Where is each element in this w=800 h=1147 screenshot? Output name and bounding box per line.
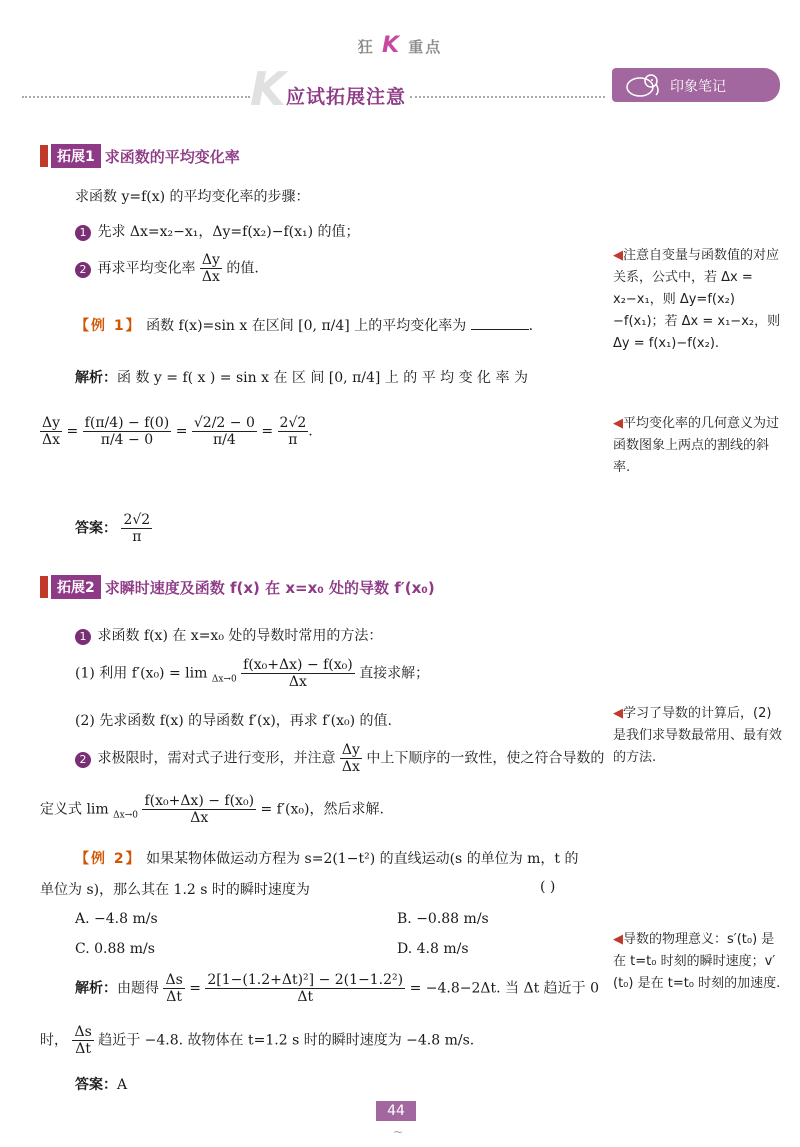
analysis2-text-c: 时， xyxy=(40,1032,68,1049)
fraction xyxy=(200,252,222,285)
frac-num: Δs xyxy=(74,1024,92,1040)
ext1-example xyxy=(75,315,533,335)
frac-den: Δt xyxy=(297,989,314,1005)
ext2-answer xyxy=(75,1074,127,1094)
side-note-1 xyxy=(613,245,783,355)
fraction xyxy=(278,415,309,448)
analysis2-text-b: = −4.8−2Δt. 当 Δt 趋近于 0 xyxy=(409,980,600,997)
frac-den: π/4 xyxy=(212,432,236,448)
page-number: 44 xyxy=(376,1101,416,1121)
ext1-step2-text-b: 的值. xyxy=(226,260,259,277)
brand-text-b: 重点 xyxy=(408,38,443,56)
side-note-3-text: 学习了导数的计算后，(2) 是我们求导数最常用、最有效的方法. xyxy=(613,706,783,765)
ext2-item2 xyxy=(75,742,604,775)
ext2-title: 求瞬时速度及函数 f(x) 在 x=x₀ 处的导数 f′(x₀) xyxy=(104,578,435,597)
divider-left xyxy=(22,96,250,98)
frac-den: Δx xyxy=(201,269,220,285)
frac-den: Δt xyxy=(75,1041,91,1057)
example2-text-a: 如果某物体做运动方程为 s=2(1−t²) 的直线运动(s 的单位为 m，t 的 xyxy=(146,851,579,867)
triangle-marker-icon: ◀ xyxy=(613,932,623,947)
side-note-2 xyxy=(613,413,783,479)
option-c: C. 0.88 m/s xyxy=(75,941,155,957)
frac-num: Δs xyxy=(165,972,183,988)
ext2-tag: 拓展2 xyxy=(51,575,101,599)
ext2-example xyxy=(75,848,579,868)
ext2-header xyxy=(40,574,435,600)
swirl-ornament-icon: ~ xyxy=(393,1125,404,1139)
ext1-step2-text-a: 再求平均变化率 xyxy=(97,260,196,277)
frac-den: Δx xyxy=(42,432,61,448)
analysis-text: 函 数 y = f( x ) = sin x 在 区 间 [0, π/4] 上 的 平 均 变 化 率 为 xyxy=(117,370,528,386)
frac-den: Δx xyxy=(190,810,209,826)
note-header xyxy=(612,68,780,102)
frac-num: Δy xyxy=(341,742,360,758)
frac-den: π xyxy=(132,529,142,545)
fraction xyxy=(121,512,152,545)
frac-num: Δy xyxy=(42,415,61,431)
frac-num: Δy xyxy=(201,252,220,268)
answer-value: A xyxy=(117,1077,128,1093)
step-number-icon: 2 xyxy=(75,262,91,278)
example-text: 函数 f(x)=sin x 在区间 [0, π/4] 上的平均变化率为 xyxy=(146,318,467,334)
example-end: . xyxy=(528,318,534,334)
section-title: 应试拓展注意 xyxy=(286,86,407,108)
step-number-icon: 1 xyxy=(75,225,91,241)
limit-subscript: Δx→0 xyxy=(211,674,237,685)
ext1-analysis xyxy=(75,367,528,387)
ext2-item1-text: 求函数 f(x) 在 x=x₀ 处的导数时常用的方法： xyxy=(97,628,383,644)
option-b: B. −0.88 m/s xyxy=(397,911,489,927)
side-note-3 xyxy=(613,703,783,769)
ext1-step1-text: 先求 Δx=x₂−x₁，Δy=f(x₂)−f(x₁) 的值； xyxy=(97,224,360,240)
book-icon xyxy=(40,576,48,598)
ext2-analysis-cont xyxy=(40,1024,474,1057)
book-icon xyxy=(40,145,48,167)
analysis-label: 解析： xyxy=(75,980,117,997)
brand-k: K xyxy=(381,33,402,58)
frac-den: π xyxy=(288,432,298,448)
fraction xyxy=(192,415,257,448)
fraction xyxy=(142,793,256,826)
ext1-header xyxy=(40,143,240,169)
triangle-marker-icon: ◀ xyxy=(613,416,623,431)
side-note-2-text: 平均变化率的几何意义为过函数图象上两点的割线的斜率. xyxy=(613,416,780,475)
ext1-formula: $\frac{\Delta y}{\Delta x}$ = $\frac{f(\pi/4) - f(0)}{\pi/4 - 0}$ = $\frac{√2/2 - 0}{\pi/4}$ = $\frac{2√2}{\pi}$ . xyxy=(42,415,313,448)
ext2-method1 xyxy=(75,657,429,690)
frac-num: f(x₀+Δx) − f(x₀) xyxy=(144,793,255,809)
definition-text-a: 定义式 lim xyxy=(40,801,109,818)
side-note-4-text: 导数的物理意义：s′(t₀) 是在 t=t₀ 时刻的瞬时速度；v′(t₀) 是在 t=t₀ 时刻的加速度. xyxy=(613,932,781,991)
frac-den: Δt xyxy=(166,989,182,1005)
fraction xyxy=(72,1024,93,1057)
definition-text-b: = f′(x₀)，然后求解. xyxy=(260,801,384,818)
frac-den: Δx xyxy=(341,759,360,775)
ext1-title: 求函数的平均变化率 xyxy=(104,147,240,166)
step-number-icon: 2 xyxy=(75,752,91,768)
option-a: A. −4.8 m/s xyxy=(75,911,158,927)
fraction xyxy=(163,972,184,1005)
ext2-definition xyxy=(40,793,384,826)
ext2-item1 xyxy=(75,625,382,645)
method1-text-a: (1) 利用 f′(x₀) = lim xyxy=(75,665,208,682)
fraction xyxy=(83,415,172,448)
ext2-method2: (2) 先求函数 f(x) 的导函数 f′(x)，再求 f′(x₀) 的值. xyxy=(75,713,392,729)
triangle-marker-icon: ◀ xyxy=(613,248,623,263)
triangle-marker-icon: ◀ xyxy=(613,706,623,721)
example-label: 【例 1】 xyxy=(75,318,142,334)
answer-blank xyxy=(471,329,529,330)
ext1-step1 xyxy=(75,221,360,241)
frac-num: 2[1−(1.2+Δt)²] − 2(1−1.2²) xyxy=(207,972,404,988)
frac-den: Δx xyxy=(288,674,307,690)
frac-den: π/4 − 0 xyxy=(100,432,154,448)
item2-text-b: 中上下顺序的一致性，使之符合导数的 xyxy=(366,750,605,767)
ext2-analysis: 解析：由题得 $\frac{\Delta s}{\Delta t}$ = $\frac{\text{2[1−(1.2+Δt)²] − 2(1−1.2²)}}{\Delta t}$ = −4.8−2Δt. 当 Δt 趋近于 0 xyxy=(75,972,600,1005)
ext1-answer xyxy=(75,512,152,545)
note-label: 印象笔记 xyxy=(670,79,726,95)
answer-label: 答案： xyxy=(75,520,117,537)
frac-num: f(π/4) − f(0) xyxy=(84,415,170,431)
ext1-intro: 求函数 y=f(x) 的平均变化率的步骤： xyxy=(75,189,310,205)
analysis-label: 解析： xyxy=(75,370,117,386)
ext1-step2 xyxy=(75,252,259,285)
frac-num: f(x₀+Δx) − f(x₀) xyxy=(243,657,353,673)
method1-text-b: 直接求解； xyxy=(359,665,430,682)
frac-num: 2√2 xyxy=(279,415,307,431)
elephant-icon xyxy=(620,71,664,99)
brand-text-a: 狂 xyxy=(357,38,375,56)
answer-label: 答案： xyxy=(75,1077,117,1093)
ext2-example-cont: 单位为 s)，那么其在 1.2 s 时的瞬时速度为 xyxy=(40,882,310,898)
frac-num: √2/2 − 0 xyxy=(193,415,255,431)
divider-right xyxy=(410,96,605,98)
fraction xyxy=(205,972,405,1005)
analysis2-text-a: 由题得 xyxy=(117,980,159,997)
fraction xyxy=(241,657,355,690)
limit-subscript: Δx→0 xyxy=(113,810,138,821)
section-k-mark: K xyxy=(250,62,286,116)
side-note-1-text: 注意自变量与函数值的对应关系，公式中，若 Δx = x₂−x₁，则 Δy=f(x₂)−f(x₁)；若 Δx = x₁−x₂，则 Δy = f(x₁)−f(x₂). xyxy=(613,248,781,351)
side-note-4 xyxy=(613,929,783,995)
example-label: 【例 2】 xyxy=(75,851,142,867)
answer-paren: ( ) xyxy=(540,879,556,895)
analysis2-text-d: 趋近于 −4.8. 故物体在 t=1.2 s 时的瞬时速度为 −4.8 m/s. xyxy=(98,1032,475,1049)
fraction xyxy=(340,742,362,775)
option-d: D. 4.8 m/s xyxy=(397,941,469,957)
frac-num: 2√2 xyxy=(123,512,151,528)
brand-logo xyxy=(0,33,800,58)
fraction xyxy=(40,415,62,448)
ext1-tag: 拓展1 xyxy=(51,144,101,168)
item2-text-a: 求极限时，需对式子进行变形，并注意 xyxy=(97,750,336,767)
formula-end: . xyxy=(308,423,313,440)
step-number-icon: 1 xyxy=(75,629,91,645)
